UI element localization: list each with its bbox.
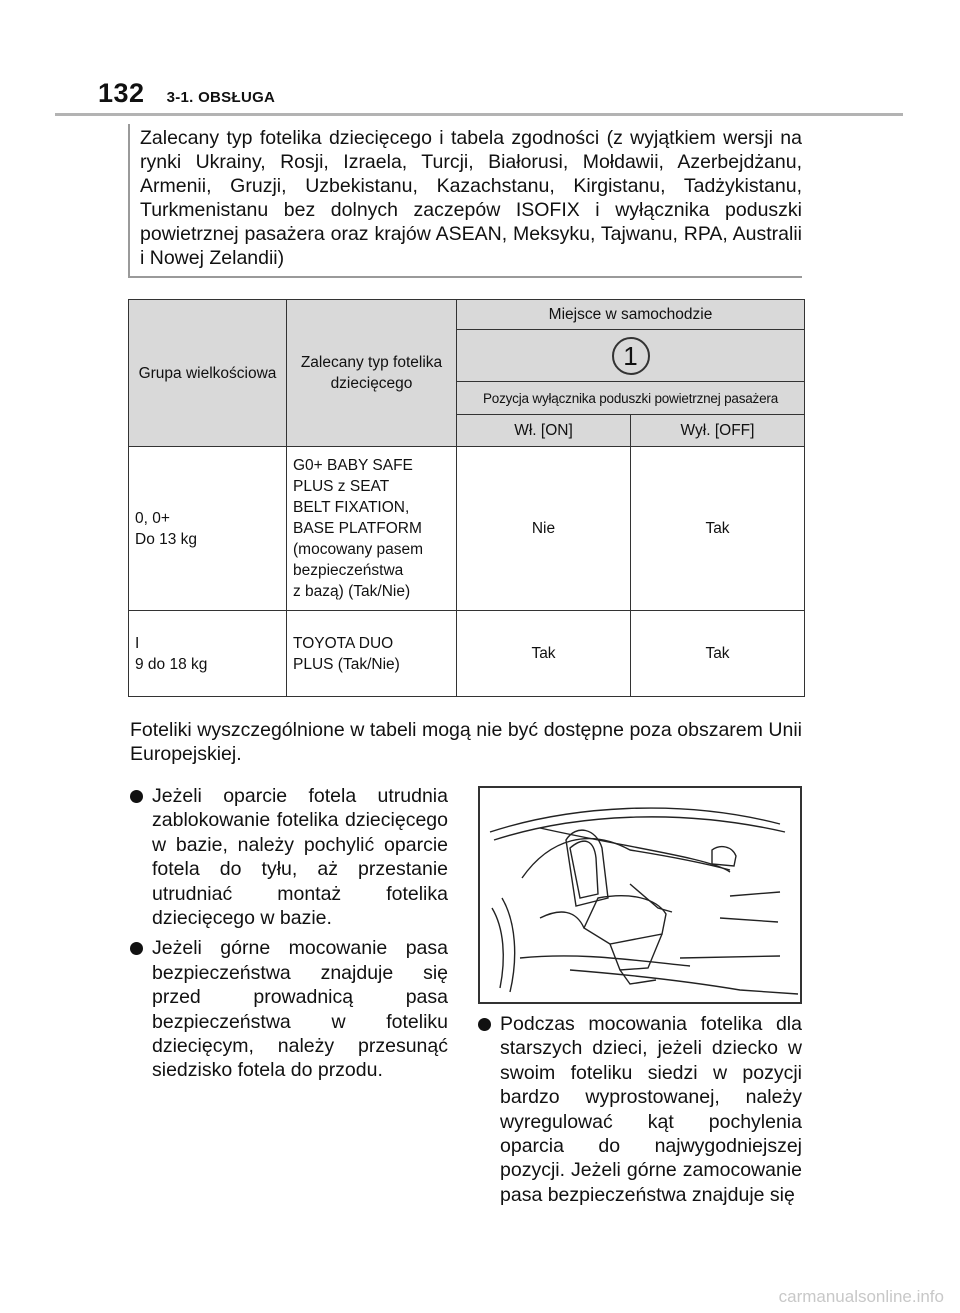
page-number: 132 bbox=[98, 78, 145, 108]
on-cell: Tak bbox=[457, 611, 631, 697]
header-type: Zalecany typ fotelika dziecięcego bbox=[287, 300, 457, 447]
list-item: Jeżeli górne mocowanie pasa bezpieczeństwa znajduje się przed prowadnicą pasa bezpieczeństwa w foteliku dziecięcym, należy przesunąć siedzisko fotela do przodu. bbox=[130, 936, 448, 1082]
intro-text: Zalecany typ fotelika dziecięcego i tabela zgodności (z wyjątkiem wersji na rynki Ukrainy, Rosji, Izraela, Turcji, Białorusi, Mołdawii, Azerbejdżanu, Armenii, Gruzji, Uzbekistanu, Kazachstanu, Kirgistanu, Tadżykistanu, Turkmenistanu bez dolnych zaczepów ISOFIX i wyłącznika poduszki powietrznej pasażera oraz krajów ASEAN, Meksyku, Tajwanu, RPA, Australii i Nowej Zelandii) bbox=[140, 127, 802, 269]
list-item: Jeżeli oparcie fotela utrudnia zablokowanie fotelika dziecięcego w bazie, należy pochylić oparcie fotela do tyłu, aż przestanie utrudniać montaż fotelika dziecięcego w bazie. bbox=[130, 784, 448, 930]
airbag-switch-header: Pozycja wyłącznika poduszki powietrznej pasażera bbox=[457, 382, 805, 415]
off-cell: Tak bbox=[631, 447, 805, 611]
bullet-icon bbox=[130, 942, 143, 955]
off-cell: Tak bbox=[631, 611, 805, 697]
seat-type-cell: TOYOTA DUO PLUS (Tak/Nie) bbox=[287, 611, 457, 697]
seat-type-cell: G0+ BABY SAFE PLUS z SEAT BELT FIXATION, BASE PLATFORM (mocowany pasem bezpieczeństwa z bazą) (Tak/Nie) bbox=[287, 447, 457, 611]
car-seat-drawing-icon bbox=[480, 788, 800, 1002]
right-bullet-list bbox=[478, 1012, 802, 1213]
table-row bbox=[129, 611, 805, 697]
group-cell: I 9 do 18 kg bbox=[129, 611, 287, 697]
list-item: Podczas mocowania fotelika dla starszych dzieci, jeżeli dziecko w swoim foteliku siedzi w pozycji bardzo wyprostowanej, należy wyregulować kąt pochylenia oparcia do najwygodniejszej pozycji. Jeżeli górne zamocowanie pasa bezpieczeństwa znajduje się bbox=[478, 1012, 802, 1207]
car-seat-illustration bbox=[478, 786, 802, 1004]
left-bullet-list bbox=[130, 784, 448, 1089]
on-cell: Nie bbox=[457, 447, 631, 611]
intro-box bbox=[128, 124, 802, 278]
header-place: Miejsce w samochodzie bbox=[457, 300, 805, 330]
compatibility-table bbox=[128, 299, 805, 697]
availability-note: Foteliki wyszczególnione w tabeli mogą nie być dostępne poza obszarem Unii Europejskiej. bbox=[130, 719, 802, 765]
table-row bbox=[129, 447, 805, 611]
seat-number-icon: 1 bbox=[612, 337, 650, 375]
section-title: 3-1. OBSŁUGA bbox=[166, 89, 276, 106]
page-header bbox=[98, 78, 275, 109]
group-cell: 0, 0+ Do 13 kg bbox=[129, 447, 287, 611]
header-off: Wył. [OFF] bbox=[631, 415, 805, 447]
header-group: Grupa wielkościowa bbox=[129, 300, 287, 447]
header-on: Wł. [ON] bbox=[457, 415, 631, 447]
bullet-icon bbox=[478, 1018, 491, 1031]
bullet-icon bbox=[130, 790, 143, 803]
seat-position-cell bbox=[457, 330, 805, 382]
header-divider bbox=[55, 113, 903, 116]
watermark: carmanualsonline.info bbox=[778, 1287, 944, 1306]
